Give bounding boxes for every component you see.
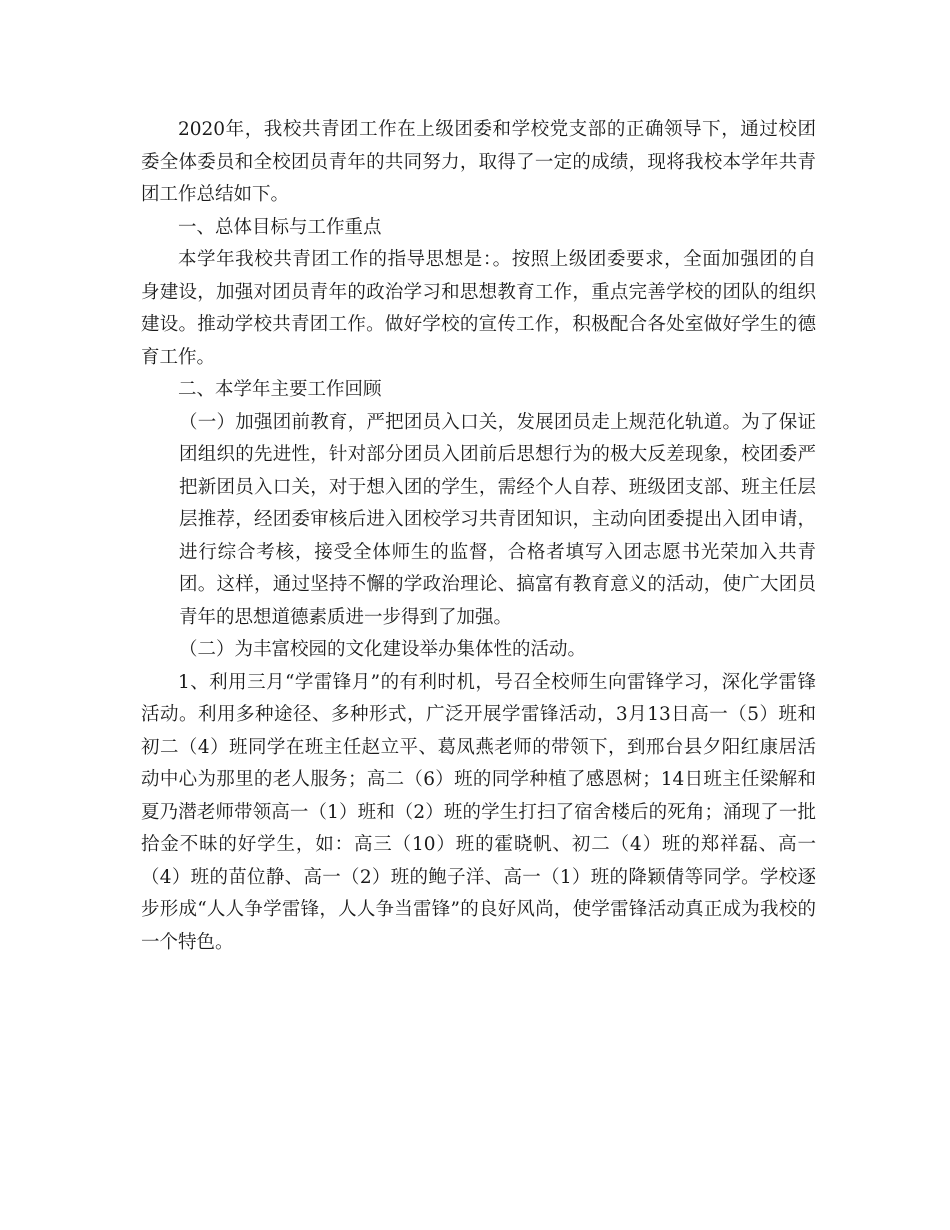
- intro-paragraph: 2020年，我校共青团工作在上级团委和学校党支部的正确领导下，通过校团委全体委员和全校团员青年的共同努力，取得了一定的成绩，现将我校本学年共青团工作总结如下。: [141, 119, 816, 205]
- section-heading-1: 一、总体目标与工作重点: [178, 216, 382, 238]
- subsection-2-heading: （二）为丰富校园的文化建设举办集体性的活动。: [179, 639, 587, 660]
- section-heading-2: 二、本学年主要工作回顾: [178, 379, 382, 400]
- document-body: [141, 114, 816, 959]
- subsection-1-paragraph: （一）加强团前教育，严把团员入口关，发展团员走上规范化轨道。为了保证团组织的先进性，针对部分团员入团前后思想行为的极大反差现象，校团委严把新团员入口关，对于想入团的学生，需经个人自荐、班级团支部、班主任层层推荐，经团委审核后进入团校学习共青团知识，主动向团委提出入团申请，进行综合考核，接受全体师生的监督，合格者填写入团志愿书光荣加入共青团。这样，通过坚持不懈的学政治理论、搞富有教育意义的活动，使广大团员青年的思想道德素质进一步得到了加强。: [179, 411, 816, 628]
- guiding-thought-paragraph: 本学年我校共青团工作的指导思想是：。按照上级团委要求，全面加强团的自身建设，加强对团员青年的政治学习和思想教育工作，重点完善学校的团队的组织建设。推动学校共青团工作。做好学校的宣传工作，积极配合各处室做好学生的德育工作。: [141, 249, 816, 368]
- lei-feng-activity-paragraph: 1、利用三月“学雷锋月”的有利时机，号召全校师生向雷锋学习，深化学雷锋活动。利用多种途径、多种形式，广泛开展学雷锋活动，3月13日高一（5）班和初二（4）班同学在班主任赵立平、葛凤燕老师的带领下，到邢台县夕阳红康居活动中心为那里的老人服务；高二（6）班的同学种植了感恩树；14日班主任梁解和夏乃潜老师带领高一（1）班和（2）班的学生打扫了宿舍楼后的死角；涌现了一批拾金不昧的好学生，如：高三（10）班的霍晓帆、初二（4）班的郑祥磊、高一（4）班的苗位静、高一（2）班的鲍子洋、高一（1）班的降颖倩等同学。学校逐步形成“人人争学雷锋，人人争当雷锋”的良好风尚，使学雷锋活动真正成为我校的一个特色。: [141, 671, 816, 953]
